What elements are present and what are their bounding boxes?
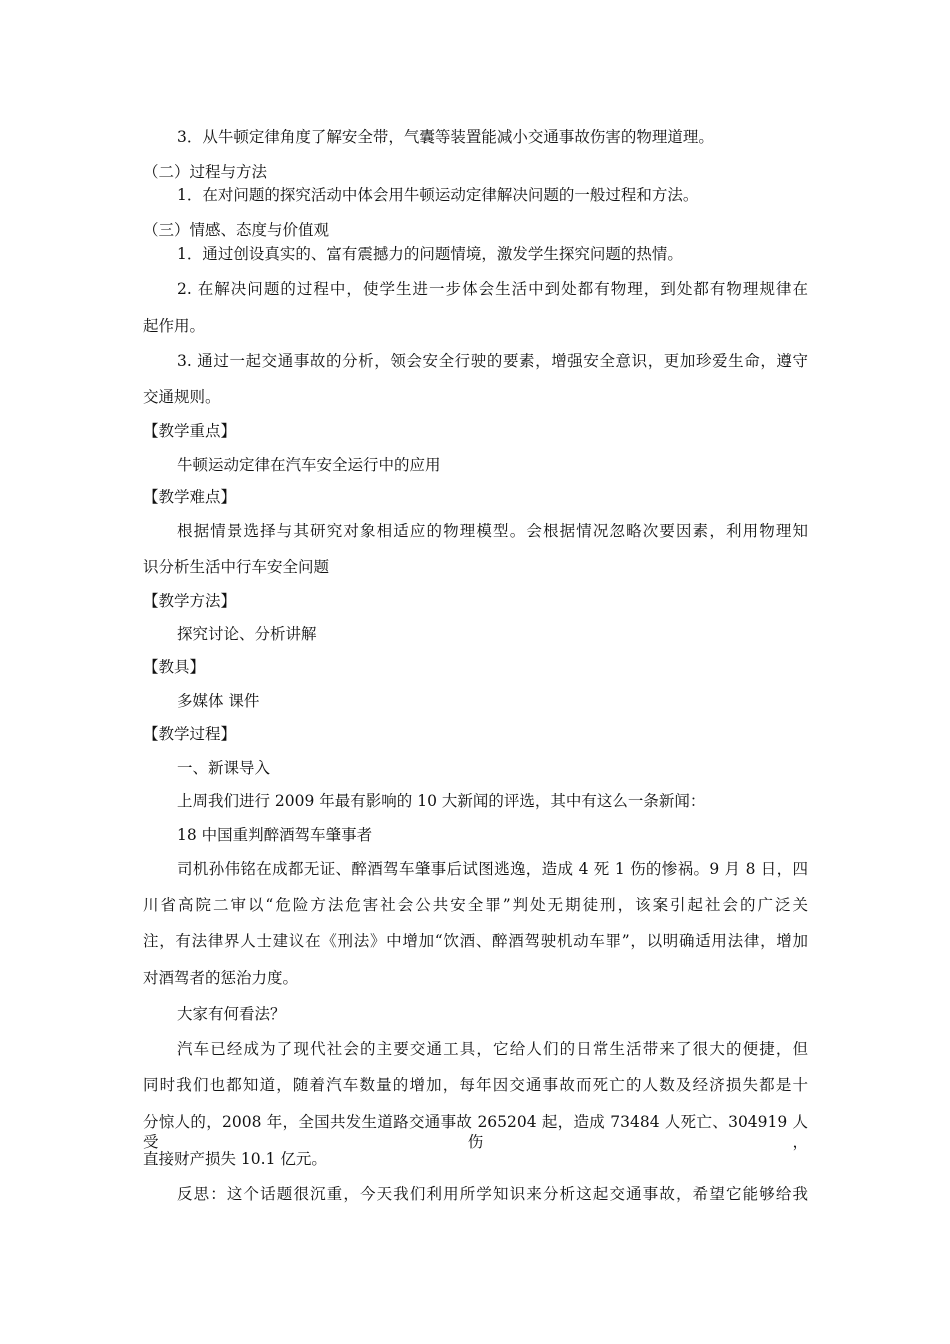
difficulty-line-2: 识分析生活中行车安全问题 bbox=[143, 558, 330, 576]
procedure-paragraph-3-line-4: 对酒驾者的惩治力度。 bbox=[143, 969, 299, 987]
procedure-paragraph-5-line-2: 同时我们也都知道，随着汽车数量的增加，每年因交通事故而死亡的人数及经济损失都是十 bbox=[143, 1076, 808, 1094]
procedure-section-1: 一、新课导入 bbox=[177, 759, 271, 777]
procedure-paragraph-5-line-4: 直接财产损失 10.1 亿元。 bbox=[143, 1150, 327, 1168]
procedure-paragraph-5-line-3: 分惊人的，2008 年，全国共发生道路交通事故 265204 起，造成 73484 人死亡、304919 人受伤， bbox=[143, 1113, 808, 1151]
heading-key-point: 【教学重点】 bbox=[143, 422, 237, 440]
difficulty-line-1: 根据情景选择与其研究对象相适应的物理模型。会根据情况忽略次要因素，利用物理知 bbox=[177, 522, 808, 540]
procedure-paragraph-5-line-1: 汽车已经成为了现代社会的主要交通工具，它给人们的日常生活带来了很大的便捷，但 bbox=[177, 1040, 808, 1058]
method-text: 探究讨论、分析讲解 bbox=[177, 625, 317, 643]
heading-method: 【教学方法】 bbox=[143, 592, 237, 610]
procedure-paragraph-4: 大家有何看法？ bbox=[177, 1005, 286, 1023]
objective-knowledge-item-3: 3．从牛顿定律角度了解安全带，气囊等装置能减小交通事故伤害的物理道理。 bbox=[177, 128, 714, 146]
emotion-item-1: 1．通过创设真实的、富有震撼力的问题情境，激发学生探究问题的热情。 bbox=[177, 245, 683, 263]
procedure-paragraph-1: 上周我们进行 2009 年最有影响的 10 大新闻的评选，其中有这么一条新闻： bbox=[177, 792, 706, 810]
section-heading-process-method: （二）过程与方法 bbox=[143, 163, 268, 181]
process-method-item-1: 1．在对问题的探究活动中体会用牛顿运动定律解决问题的一般过程和方法。 bbox=[177, 186, 699, 204]
procedure-paragraph-3-line-1: 司机孙伟铭在成都无证、醉酒驾车肇事后试图逃逸，造成 4 死 1 伤的惨祸。9 月 8 日，四 bbox=[177, 860, 808, 878]
emotion-item-2-line-2: 起作用。 bbox=[143, 317, 206, 335]
procedure-news-title: 18 中国重判醉酒驾车肇事者 bbox=[177, 826, 373, 844]
procedure-paragraph-3-line-2: 川省高院二审以“危险方法危害社会公共安全罪”判处无期徒刑，该案引起社会的广泛关 bbox=[143, 896, 808, 914]
emotion-item-3-line-1: 3. 通过一起交通事故的分析，领会安全行驶的要素，增强安全意识，更加珍爱生命，遵守 bbox=[177, 352, 808, 370]
tools-text: 多媒体 课件 bbox=[177, 692, 260, 710]
section-heading-emotion: （三）情感、态度与价值观 bbox=[143, 221, 330, 239]
procedure-paragraph-6-line-1: 反思：这个话题很沉重，今天我们利用所学知识来分析这起交通事故，希望它能够给我 bbox=[177, 1185, 808, 1203]
heading-tools: 【教具】 bbox=[143, 658, 206, 676]
emotion-item-3-line-2: 交通规则。 bbox=[143, 388, 221, 406]
heading-procedure: 【教学过程】 bbox=[143, 725, 237, 743]
emotion-item-2-line-1: 2. 在解决问题的过程中，使学生进一步体会生活中到处都有物理，到处都有物理规律在 bbox=[177, 280, 808, 298]
heading-difficulty: 【教学难点】 bbox=[143, 488, 237, 506]
procedure-paragraph-3-line-3: 注，有法律界人士建议在《刑法》中增加“饮酒、醉酒驾驶机动车罪”，以明确适用法律，增加 bbox=[143, 932, 808, 950]
key-point-text: 牛顿运动定律在汽车安全运行中的应用 bbox=[177, 456, 441, 474]
